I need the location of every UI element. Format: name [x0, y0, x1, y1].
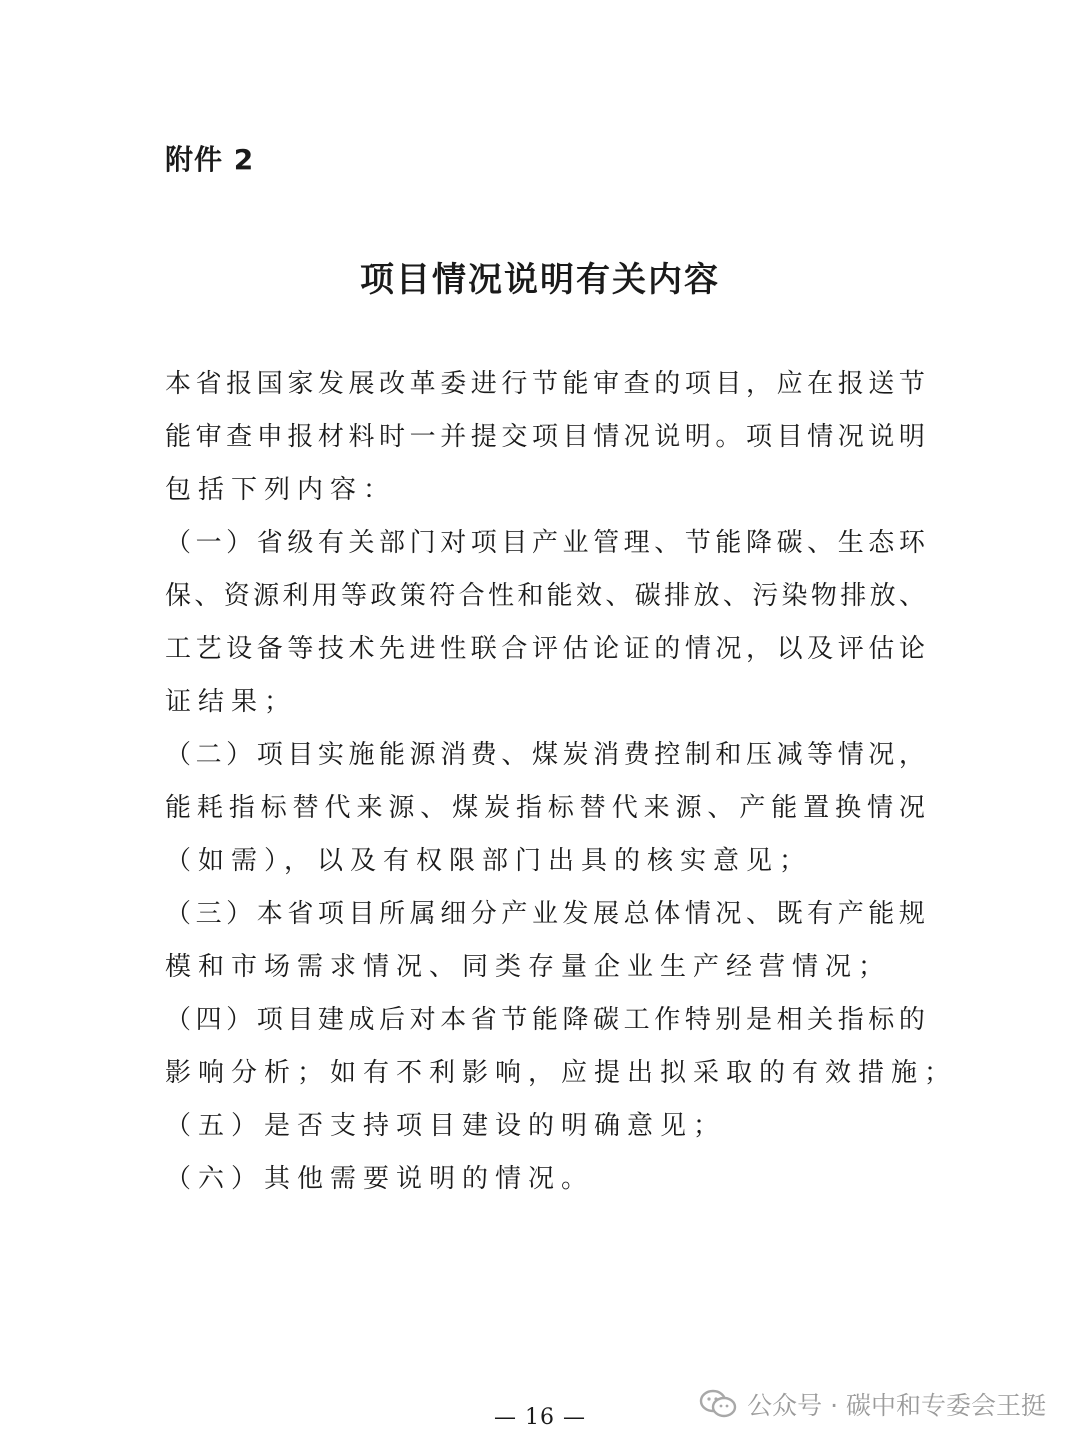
attachment-label: 附件 2: [165, 143, 255, 176]
watermark-text: 公众号 · 碳中和专委会王挺: [747, 1391, 1046, 1420]
watermark: [699, 1386, 1046, 1422]
body-line: （ 四 ） 项 目 建 成 后 对 本 省 节 能 降 碳 工 作 特 别 是 相 关 指 标 的: [165, 1005, 925, 1035]
document-body: [165, 358, 958, 1206]
body-line: 本 省 报 国 家 发 展 改 革 委 进 行 节 能 审 查 的 项 目 ， 应 在 报 送 节: [165, 369, 925, 399]
body-line: 证结果；: [165, 687, 298, 717]
body-line: 保 、 资 源 利 用 等 政 策 符 合 性 和 能 效 、 碳 排 放 、 污 染 物 排 放 、: [165, 581, 925, 611]
body-line: 模和市场需求情况、同类存量企业生产经营情况；: [165, 952, 892, 982]
body-line: （ 二 ） 项 目 实 施 能 源 消 费 、 煤 炭 消 费 控 制 和 压 减 等 情 况 ，: [165, 740, 925, 770]
body-line: （ 一 ） 省 级 有 关 部 门 对 项 目 产 业 管 理 、 节 能 降 碳 、 生 态 环: [165, 528, 925, 558]
body-line: 包括下列内容：: [165, 475, 397, 505]
document-title: 项目情况说明有关内容: [360, 260, 720, 300]
page-number: — 16 —: [494, 1405, 586, 1430]
body-line: （如需），以及有权限部门出具的核实意见；: [165, 846, 813, 876]
body-line: （ 三 ） 本 省 项 目 所 属 细 分 产 业 发 展 总 体 情 况 、 既 有 产 能 规: [165, 899, 925, 929]
wechat-icon: [699, 1389, 737, 1419]
body-line: 能 审 查 申 报 材 料 时 一 并 提 交 项 目 情 况 说 明 。 项 目 情 况 说 明: [165, 422, 925, 452]
body-line: 影响分析；如有不利影响，应提出拟采取的有效措施；: [165, 1058, 958, 1088]
body-line: （六）其他需要说明的情况。: [165, 1164, 595, 1194]
body-line: 能 耗 指 标 替 代 来 源 、 煤 炭 指 标 替 代 来 源 、 产 能 置 换 情 况: [165, 793, 925, 823]
body-line: 工 艺 设 备 等 技 术 先 进 性 联 合 评 估 论 证 的 情 况 ， 以 及 评 估 论: [165, 634, 925, 664]
body-line: （五）是否支持项目建设的明确意见；: [165, 1111, 727, 1141]
